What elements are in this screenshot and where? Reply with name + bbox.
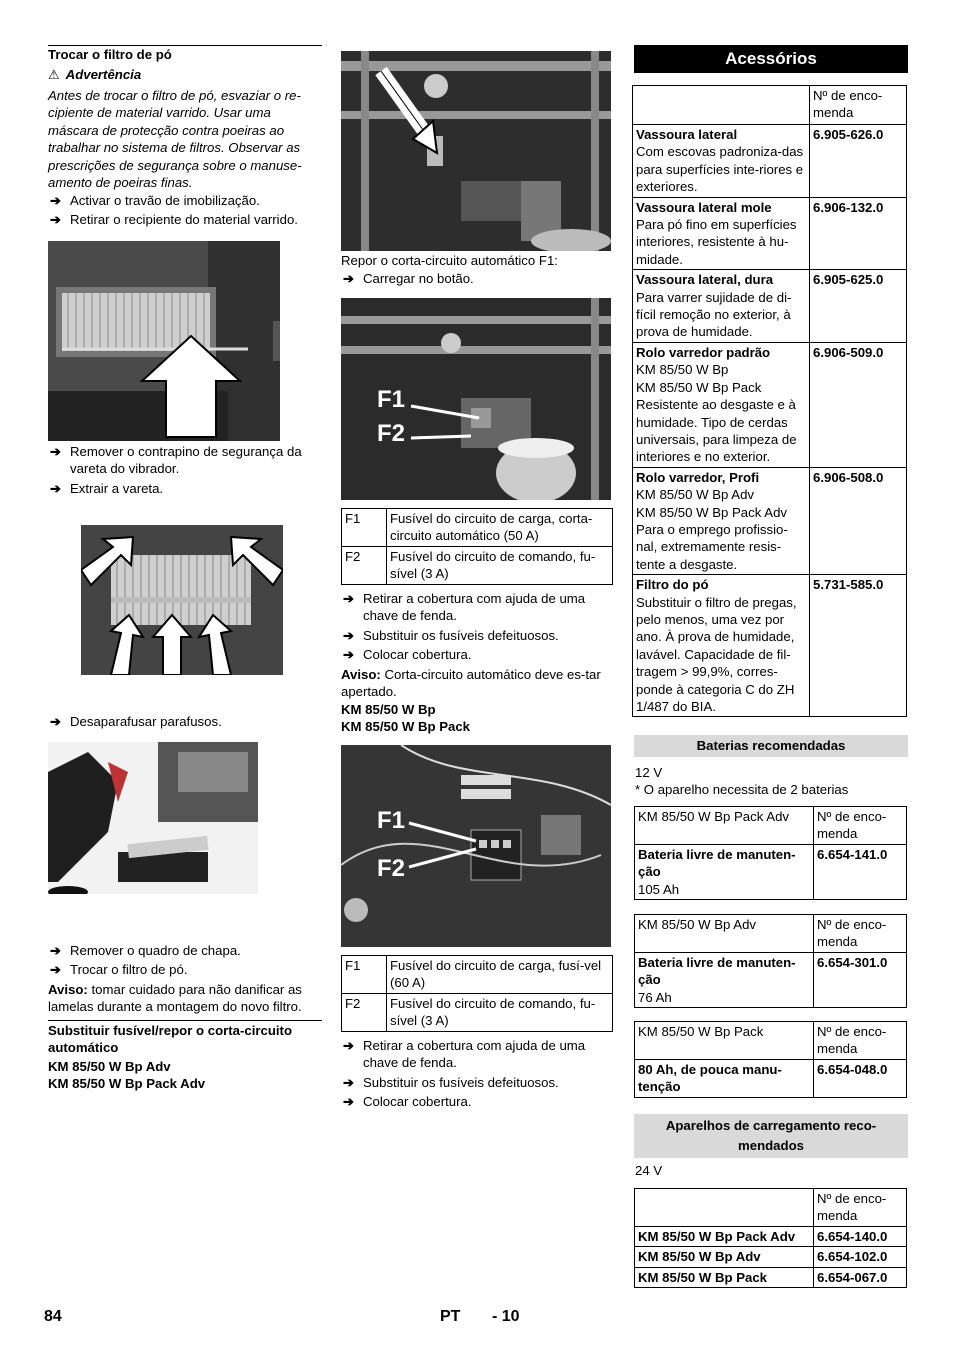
filter-screws-illustration — [81, 525, 283, 675]
batteries-heading: Baterias recomendadas — [634, 735, 908, 757]
fuse-panel-2-illustration — [341, 745, 611, 947]
fuse-label-f1: F1 — [377, 807, 406, 834]
battery-model: KM 85/50 W Bp Adv — [635, 915, 814, 953]
accessory-code: 6.905-625.0 — [810, 270, 907, 343]
notice-label: Aviso: — [341, 667, 381, 682]
table-row — [342, 993, 613, 1031]
accessory-cell: Vassoura lateral Com escovas padroniza-das para superfícies inte-riores e exteriores. — [633, 125, 810, 198]
arrow-icon: ➔ — [343, 647, 355, 662]
charger-code: 6.654-067.0 — [814, 1267, 907, 1287]
battery-code: 6.654-141.0 — [814, 844, 907, 899]
accessory-cell: Vassoura lateral, dura Para varrer sujidade de di-fícil remoção no exterior, à prova de humidade. — [633, 270, 810, 343]
order-header: Nº de enco-menda — [814, 1189, 907, 1227]
step-item: ➔ Retirar a cobertura com ajuda de uma chave de fenda. — [343, 1038, 586, 1071]
accessory-code: 6.906-509.0 — [810, 342, 907, 467]
model-label: KM 85/50 W Bp — [341, 702, 436, 717]
table-row — [635, 1247, 907, 1267]
battery-cell: Bateria livre de manuten-ção 105 Ah — [635, 844, 814, 899]
accessory-code: 6.906-508.0 — [810, 467, 907, 574]
battery-cell: 80 Ah, de pouca manu-tenção — [635, 1059, 814, 1097]
accessory-cell: Vassoura lateral mole Para pó fino em superfícies interiores, resistente à hu-midade. — [633, 197, 810, 270]
order-header: Nº de enco-menda — [814, 915, 907, 953]
fuse-label-f1: F1 — [377, 386, 406, 413]
notice-text: Corta-circuito automático deve es-tar apertado. — [341, 667, 601, 700]
battery-code: 6.654-301.0 — [814, 952, 907, 1007]
warning-triangle-icon: ⚠ — [48, 67, 60, 82]
person-filter-photo — [48, 742, 258, 894]
table-row — [635, 1022, 907, 1060]
page-number: 84 — [44, 1308, 62, 1325]
accessories-title: Acessórios — [634, 45, 908, 73]
battery-model: KM 85/50 W Bp Pack — [635, 1022, 814, 1060]
arrow-icon: ➔ — [50, 943, 62, 958]
battery-table — [634, 914, 907, 1008]
charger-code: 6.654-140.0 — [814, 1226, 907, 1246]
table-row — [633, 575, 907, 717]
table-row — [635, 844, 907, 899]
accessories-table — [632, 85, 907, 717]
page-subnumber: - 10 — [492, 1308, 520, 1325]
arrow-icon: ➔ — [343, 271, 355, 286]
filter-housing-illustration — [48, 241, 280, 441]
model-label: KM 85/50 W Bp Pack Adv — [48, 1076, 206, 1091]
fuse-id: F2 — [342, 546, 387, 584]
table-row — [342, 956, 613, 994]
table-row — [633, 270, 907, 343]
battery-model: KM 85/50 W Bp Pack Adv — [635, 807, 814, 845]
battery-note: * O aparelho necessita de 2 baterias — [635, 782, 849, 797]
model-label: KM 85/50 W Bp Pack — [341, 719, 470, 734]
arrow-icon: ➔ — [343, 591, 355, 606]
battery-code: 6.654-048.0 — [814, 1059, 907, 1097]
arrow-icon: ➔ — [50, 481, 62, 496]
table-row — [635, 807, 907, 845]
filter-screws-photo — [81, 525, 283, 675]
accessory-cell: Rolo varredor padrão KM 85/50 W Bp KM 85/50 W Bp Pack Resistente ao desgaste e à humidade. Tipo de cerdas universais, para limpeza de interiores e no exterior. — [633, 342, 810, 467]
step-item: ➔ Colocar cobertura. — [343, 647, 472, 662]
table-row — [633, 197, 907, 270]
fuse-label-f2: F2 — [377, 420, 406, 447]
empty-header-cell — [633, 86, 810, 125]
breaker-notice — [341, 666, 613, 701]
charger-model: KM 85/50 W Bp Pack — [635, 1267, 814, 1287]
fuse-desc: Fusível do circuito de carga, corta-circuito automático (50 A) — [387, 509, 613, 547]
table-row — [635, 952, 907, 1007]
warning-title: Advertência — [65, 67, 142, 82]
filter-housing-photo — [48, 241, 280, 441]
section-rule — [48, 1020, 322, 1021]
table-row — [633, 467, 907, 574]
model-label: KM 85/50 W Bp Adv — [48, 1059, 171, 1074]
circuit-breaker-photo — [341, 51, 611, 251]
charger-model: KM 85/50 W Bp Adv — [635, 1247, 814, 1267]
section-heading: Substituir fusível/repor o corta-circuito automático — [48, 1023, 293, 1056]
battery-table — [634, 806, 907, 900]
accessory-cell: Filtro do pó Substituir o filtro de pregas, pelo menos, uma vez por ano. À prova de humidade, lavável. Capacidade de fil-tragem > 99,9%, corres-ponde à categoria C do ZH 1/487 do BIA. — [633, 575, 810, 717]
table-row — [635, 1059, 907, 1097]
table-row — [342, 546, 613, 584]
arrow-icon: ➔ — [343, 1094, 355, 1109]
order-header: Nº de enco-menda — [814, 807, 907, 845]
section-heading: Trocar o filtro de pó — [48, 47, 172, 62]
fuse-id: F1 — [342, 509, 387, 547]
circuit-breaker-illustration — [341, 51, 611, 251]
arrow-icon: ➔ — [343, 628, 355, 643]
step-item: ➔ Remover o contrapino de segurança da vareta do vibrador. — [50, 444, 302, 477]
step-item: ➔ Extrair a vareta. — [50, 481, 164, 496]
voltage-12: 12 V — [635, 765, 663, 780]
arrow-icon: ➔ — [50, 193, 62, 208]
step-item: ➔ Trocar o filtro de pó. — [50, 962, 188, 977]
fuse-label-f2: F2 — [377, 855, 406, 882]
step-item: ➔ Desaparafusar parafusos. — [50, 714, 222, 729]
notice-label: Aviso: — [48, 982, 88, 997]
order-header: Nº de enco-menda — [810, 86, 907, 125]
battery-cell: Bateria livre de manuten-ção 76 Ah — [635, 952, 814, 1007]
step-item: ➔ Colocar cobertura. — [343, 1094, 472, 1109]
accessory-code: 6.905-626.0 — [810, 125, 907, 198]
fuse-table — [341, 508, 613, 585]
arrow-icon: ➔ — [343, 1038, 355, 1053]
fuse-desc: Fusível do circuito de comando, fu-sível (3 A) — [387, 993, 613, 1031]
step-item: ➔ Retirar a cobertura com ajuda de uma chave de fenda. — [343, 591, 586, 624]
language-code: PT — [440, 1308, 461, 1325]
warning-title-row — [48, 66, 141, 83]
step-item: ➔ Remover o quadro de chapa. — [50, 943, 241, 958]
battery-table — [634, 1021, 907, 1098]
accessory-code: 5.731-585.0 — [810, 575, 907, 717]
charger-code: 6.654-102.0 — [814, 1247, 907, 1267]
step-item: ➔ Substituir os fusíveis defeituosos. — [343, 1075, 559, 1090]
accessory-code: 6.906-132.0 — [810, 197, 907, 270]
voltage-24: 24 V — [635, 1163, 663, 1178]
fuse-desc: Fusível do circuito de comando, fu-sível (3 A) — [387, 546, 613, 584]
accessory-cell: Rolo varredor, Profi KM 85/50 W Bp Adv KM 85/50 W Bp Pack Adv Para o emprego profissio-nal, extremamente resis-tente a desgaste. — [633, 467, 810, 574]
arrow-icon: ➔ — [50, 714, 62, 729]
charger-model: KM 85/50 W Bp Pack Adv — [635, 1226, 814, 1246]
fuse-table — [341, 955, 613, 1032]
table-row — [635, 1226, 907, 1246]
empty-header-cell — [635, 1189, 814, 1227]
order-header: Nº de enco-menda — [814, 1022, 907, 1060]
fuse-panel-photo-2 — [341, 745, 611, 947]
table-row — [633, 125, 907, 198]
fuse-id: F2 — [342, 993, 387, 1031]
step-item: ➔ Substituir os fusíveis defeituosos. — [343, 628, 559, 643]
fuse-panel-photo — [341, 298, 611, 500]
charger-table — [634, 1188, 907, 1288]
table-row — [635, 1189, 907, 1227]
arrow-icon: ➔ — [50, 212, 62, 227]
filter-notice — [48, 981, 322, 1016]
arrow-icon: ➔ — [50, 444, 62, 459]
table-row — [633, 86, 907, 125]
fuse-id: F1 — [342, 956, 387, 994]
table-row — [635, 915, 907, 953]
step-item: ➔ Activar o travão de imobilização. — [50, 193, 260, 208]
arrow-icon: ➔ — [343, 1075, 355, 1090]
table-row — [342, 509, 613, 547]
warning-text: Antes de trocar o filtro de pó, esvaziar o re-cipiente de material varrido. Usar uma máscara de protecção contra poeiras ao trabalhar no sistema de filtros. Observar as prescrições de segurança sobre o manuse-amento de poeiras finas. — [48, 88, 302, 191]
table-row — [635, 1267, 907, 1287]
arrow-icon: ➔ — [50, 962, 62, 977]
chargers-heading: Aparelhos de carregamento reco-mendados — [634, 1114, 908, 1158]
table-row — [633, 342, 907, 467]
step-item: ➔ Retirar o recipiente do material varrido. — [50, 212, 298, 227]
reset-text: Repor o corta-circuito automático F1: — [341, 253, 558, 268]
fuse-desc: Fusível do circuito de carga, fusí-vel (60 A) — [387, 956, 613, 994]
step-item: ➔ Carregar no botão. — [343, 271, 474, 286]
person-filter-illustration — [48, 742, 258, 894]
notice-text: tomar cuidado para não danificar as lamelas durante a montagem do novo filtro. — [48, 982, 302, 1015]
